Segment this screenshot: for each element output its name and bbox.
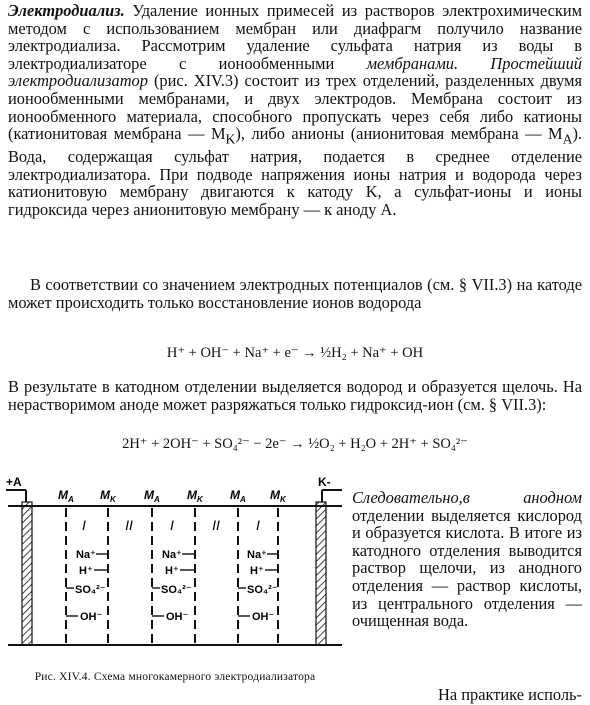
paragraph-heading: Электродиализ. [8,1,125,20]
side-paragraph-text: отделении выделяется кислород и образуется кислота. В итоге из катодного отделения выводится раствор щелочи, из анодного отделения — раствор кислоты, из центрального отделения — очищенная вода. [352,505,582,631]
svg-text:MK: $M_K$ [187,488,203,504]
ion-group-3 [238,549,278,623]
electrodialyzer-diagram [4,470,346,665]
membrane-label-5 [230,488,246,504]
ion-group-1 [66,549,108,623]
compartment-label-5: I [256,517,260,533]
svg-text:MA: $M_A$ [58,488,74,504]
ion-na: Na⁺ [247,549,267,561]
term-simplest-electrodialyzer: Простейший электродиализатор [8,53,582,91]
equation-anode: 2H⁺ + 2OH⁻ + SO₄²⁻ − 2e⁻ → ½O₂ + H₂O + 2H⁺ + SO₄²⁻ [122,436,468,452]
equation-cathode: H⁺ + OH⁻ + Na⁺ + e⁻ → ½H₂ + Na⁺ + OH [166,345,424,361]
ion-h: H⁺ [79,565,93,577]
ion-so4: SO₄²⁻ [247,584,278,596]
figure-caption: Рис. XIV.4. Схема многокамерного электродиализатора [34,671,316,683]
ion-oh: OH⁻ [252,611,275,623]
side-paragraph [352,489,582,630]
ion-so4: SO₄²⁻ [75,584,106,596]
ion-so4: SO₄²⁻ [161,584,192,596]
tail-text: На практике исполь- [438,685,582,704]
membrane-label-1 [58,488,74,504]
compartment-label-1: I [82,517,86,533]
membrane-label-3 [144,488,160,504]
ion-na: Na⁺ [162,549,182,561]
cathode-label: K- [318,475,331,489]
paragraph-text-c: ), либо анионы (анионитовая мембрана — M [235,124,563,144]
membrane-label-2 [100,488,117,504]
anode-electrode [22,502,32,645]
ion-group-2 [152,549,195,623]
paragraph-text-b: (рис. XIV.3) состоит из трех отделений, разделенных двумя ионообменными мембранами, и двух электродов. Мембрана состоит из ионообменного материала, способного пропускать через себя либо катионы (катионитовая мембрана — M [8,71,582,144]
svg-text:MA: $M_A$ [230,488,246,504]
term-membranes: мембранами. [366,53,459,73]
membrane-label-4 [187,488,204,504]
ion-na: Na⁺ [76,549,96,561]
paragraph-electrode-potentials: В соответствии со значением электродных потенциалов (см. § VII.3) на катоде может происходить только восстановление ионов водорода [8,275,582,312]
ion-oh: OH⁻ [166,611,189,623]
ion-oh: OH⁻ [80,611,103,623]
ion-h: H⁺ [250,565,264,577]
ion-h: H⁺ [165,565,179,577]
svg-text:MK: $M_K$ [270,488,286,504]
side-paragraph-lead: Следовательно,в анодном [352,488,582,507]
compartment-label-2: II [125,517,133,533]
svg-text:MK: $M_K$ [100,488,116,504]
anode-label: +A [6,475,22,489]
membrane-label-6 [270,488,287,504]
paragraph-text-a: Удаление ионных примесей из растворов электрохимическим методом с использованием мембран или диафрагм получило название электродиализа. Рассмотрим удаление сульфата натрия из воды в электродиализаторе с ионообменными [8,1,582,73]
subscript-k: K [225,131,236,147]
cathode-electrode [316,502,326,645]
compartment-label-3: I [170,517,174,533]
paragraph-cathode-result: В результате в катодном отделении выделяется водород и образуется щелочь. На нерастворимом аноде может разряжаться только гидроксид-ион (см. § VII.3): [8,377,582,414]
compartment-label-4: II [212,517,220,533]
paragraph-electrodialysis [8,2,582,218]
svg-text:MA: $M_A$ [144,488,160,504]
subscript-a: A [562,131,573,147]
paragraph-text-d: ). Вода, содержащая сульфат натрия, подается в среднее отделение электродиализатора. При подводе напряжения ионы натрия и водорода через катионитовую мембрану двигаются к катоду K, а сульфат-ионы и ионы гидроксида через анионитовую мембрану — к аноду A. [8,124,582,219]
